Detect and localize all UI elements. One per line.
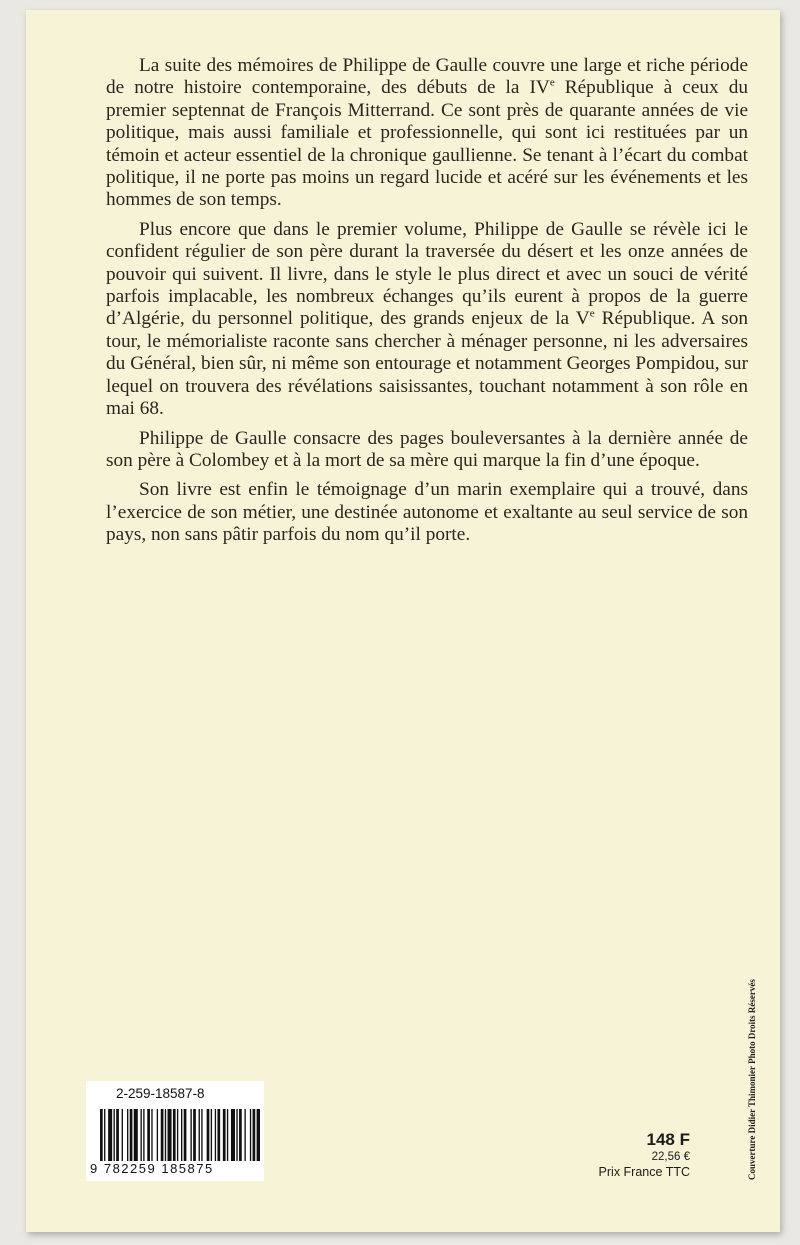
- isbn-text: 2-259-18587-8: [116, 1086, 205, 1101]
- barcode-bar: [130, 1109, 133, 1161]
- barcode-label: [86, 1081, 264, 1181]
- barcode-bar: [104, 1109, 105, 1161]
- blurb-p1-part-b: République à ceux du premier septennat de François Mitterrand. Ce sont près de quarante années de vie politique, mais aussi familiale et professionnelle, qui sont ici restituées par un témoin et acteur essentiel de la chronique gaullienne. Se tenant à l’écart du combat politique, il ne porte pas moins un regard lucide et acéré sur les événements et les hommes de son temps.: [106, 77, 748, 211]
- book-back-cover: [26, 10, 780, 1232]
- barcode-bar: [190, 1109, 191, 1161]
- barcode-bar: [199, 1109, 200, 1161]
- barcode-bar: [143, 1109, 144, 1161]
- barcode-bar: [201, 1109, 202, 1161]
- barcode-bar: [193, 1109, 196, 1161]
- barcode-bar: [165, 1109, 166, 1161]
- barcode-bar: [244, 1109, 245, 1161]
- price-block: [599, 1130, 690, 1180]
- barcode-bar: [127, 1109, 128, 1161]
- blurb-p1-superscript: e: [549, 76, 555, 89]
- blurb-paragraph-1: [106, 55, 748, 212]
- barcode-bar: [184, 1109, 187, 1161]
- barcode-bar: [236, 1109, 237, 1161]
- barcode-bar: [161, 1109, 164, 1161]
- barcode-bar: [168, 1109, 172, 1161]
- barcode-bar: [141, 1109, 142, 1161]
- barcode-bar: [211, 1109, 212, 1161]
- barcode-bar: [250, 1109, 251, 1161]
- barcode-bar: [207, 1109, 210, 1161]
- blurb-p1-part-a: La suite des mémoires de Philippe de Gaulle couvre une large et riche période de notre histoire contemporaine, des débuts de la IV: [106, 55, 748, 99]
- barcode-bar: [100, 1109, 103, 1161]
- barcode-bar: [223, 1109, 226, 1161]
- blurb-paragraph-4: Son livre est enfin le témoignage d’un marin exemplaire qui a trouvé, dans l’exercice de son métier, une destinée autonome et exaltante au seul service de son pays, non sans pâtir parfois du nom qu’il porte.: [106, 479, 748, 546]
- barcode-bar: [215, 1109, 216, 1161]
- barcode-bar: [134, 1109, 138, 1161]
- blurb-p2-part-a: Plus encore que dans le premier volume, Philippe de Gaulle se révèle ici le confident régulier de son père durant la traversée du désert et les onze années de pouvoir qui suivent. Il livre, dans le style le plus direct et avec un souci de vérité parfois implacable, les nombreux échanges qu’ils eurent à propos de la guerre d’Algérie, du personnel politique, des grands enjeux de la V: [106, 218, 748, 330]
- blurb-p2-superscript: e: [589, 308, 595, 321]
- blurb-p2-part-b: République. A son tour, le mémorialiste raconte sans chercher à ménager personne, ni les adversaires du Général, bien sûr, ni même son entourage et notamment Georges Pompidou, sur lequel on trouvera des révélations saisissantes, touchant notamment à son rôle en mai 68.: [106, 308, 748, 420]
- blurb-paragraph-2: [106, 219, 748, 421]
- barcode-bar: [116, 1109, 119, 1161]
- cover-credit: Couverture Didier Thimonier Photo Droits Réservés: [747, 979, 757, 1180]
- price-franc: 148 F: [646, 1130, 690, 1149]
- price-euro: 22,56 €: [651, 1151, 690, 1163]
- barcode-bar: [114, 1109, 115, 1161]
- barcode-bar: [173, 1109, 176, 1161]
- barcode-bar: [231, 1109, 235, 1161]
- barcode-bar: [257, 1109, 260, 1161]
- barcode-bar: [151, 1109, 152, 1161]
- barcode-bar: [217, 1109, 220, 1161]
- barcode-bar: [122, 1109, 123, 1161]
- ean-text: 9 782259 185875: [90, 1161, 214, 1176]
- blurb-text: [106, 55, 748, 554]
- barcode-bar: [253, 1109, 256, 1161]
- blurb-paragraph-3: Philippe de Gaulle consacre des pages bouleversantes à la dernière année de son père à Colombey et à la mort de sa mère qui marque la fin d’une époque.: [106, 427, 748, 471]
- barcode-bars: [100, 1109, 260, 1161]
- barcode-bar: [108, 1109, 112, 1161]
- barcode-bar: [239, 1109, 242, 1161]
- barcode-bar: [227, 1109, 228, 1161]
- barcode-bar: [157, 1109, 158, 1161]
- barcode-bar: [147, 1109, 150, 1161]
- barcode-bar: [177, 1109, 178, 1161]
- price-label: Prix France TTC: [598, 1165, 690, 1179]
- barcode-bar: [181, 1109, 182, 1161]
